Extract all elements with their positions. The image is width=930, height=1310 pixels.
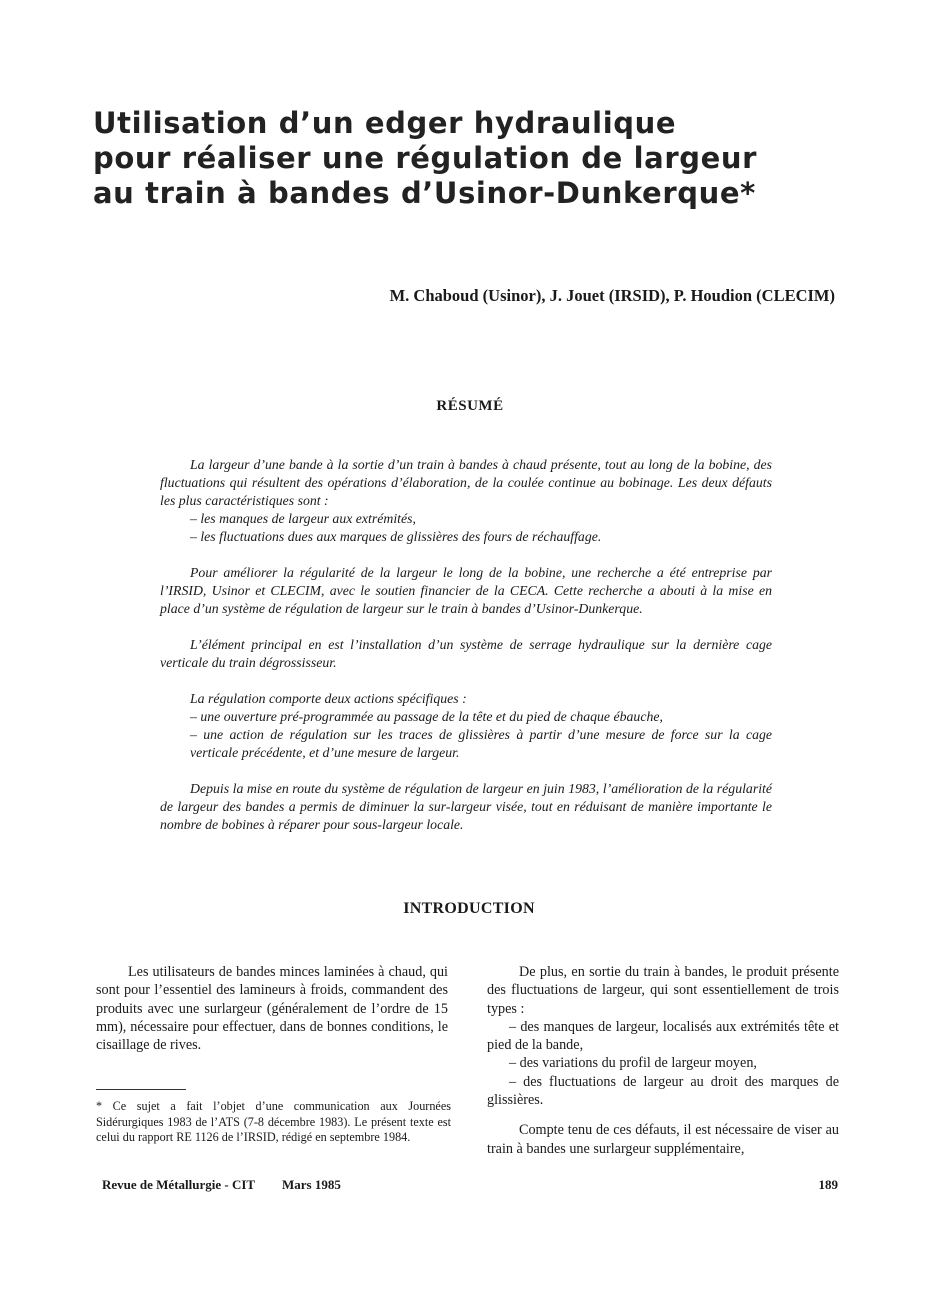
footer-date: Mars 1985 <box>282 1177 341 1192</box>
intro-right-item-1: – des manques de largeur, localisés aux extrémités tête et pied de la bande, <box>487 1018 839 1054</box>
intro-right-item-3: – des fluctuations de largeur au droit des marques de glissières. <box>487 1073 839 1109</box>
footnote-rule <box>96 1089 186 1090</box>
title-line-3: au train à bandes d’Usinor-Dunkerque* <box>93 176 756 210</box>
abstract-paragraph-1 <box>160 456 772 546</box>
abstract-p4-item-2: – une action de régulation sur les traces de glissières à partir d’une mesure de force sur la cage verticale précédente, et d’une mesure de largeur. <box>190 727 772 760</box>
abstract-p4-item-1: – une ouverture pré-programmée au passage de la tête et du pied de chaque ébauche, <box>190 709 663 724</box>
abstract-paragraph-5: Depuis la mise en route du système de régulation de largeur en juin 1983, l’amélioration de la régularité de largeur des bandes a permis de diminuer la sur-largeur visée, tout en réduisant de manière importante le nombre de bobines à réparer pour sous-largeur locale. <box>160 781 772 832</box>
intro-right-paragraph-2: Compte tenu de ces défauts, il est nécessaire de viser au train à bandes une surlargeur supplémentaire, <box>487 1122 839 1157</box>
intro-right-item-2: – des variations du profil de largeur moyen, <box>509 1055 757 1072</box>
title-line-1: Utilisation d’un edger hydraulique <box>93 106 677 140</box>
resume-heading: RÉSUMÉ <box>436 398 504 414</box>
abstract <box>160 456 772 852</box>
abstract-p1-text: La largeur d’une bande à la sortie d’un train à bandes à chaud présente, tout au long de la bobine, des fluctuations qui résultent des opérations d’élaboration, de la coulée continue au bobinage. Les deux défauts les plus caractéristiques sont : <box>160 457 772 508</box>
abstract-p1-item-1: – les manques de largeur aux extrémités, <box>190 511 416 526</box>
abstract-paragraph-3: L’élément principal en est l’installation d’un système de serrage hydraulique sur la dernière cage verticale du train dégrossisseur. <box>160 637 772 670</box>
footer-journal: Revue de Métallurgie - CIT <box>102 1177 256 1192</box>
left-column <box>96 963 448 1054</box>
authors: M. Chaboud (Usinor), J. Jouet (IRSID), P. Houdion (CLECIM) <box>389 286 835 305</box>
intro-left-paragraph: Les utilisateurs de bandes minces laminées à chaud, qui sont pour l’essentiel des lamineurs à froids, commandent des produits avec une surlargeur (généralement de l’ordre de 15 mm), nécessaire pour effectuer, dans de bonnes conditions, le cisaillage de rives. <box>96 964 448 1054</box>
introduction-heading: INTRODUCTION <box>403 900 535 917</box>
title-line-2: pour réaliser une régulation de largeur <box>93 141 757 175</box>
right-column <box>487 963 839 1158</box>
abstract-p1-item-2: – les fluctuations dues aux marques de glissières des fours de réchauffage. <box>190 529 602 544</box>
article-title <box>93 106 873 211</box>
abstract-paragraph-4 <box>160 690 772 762</box>
page-number: 189 <box>818 1177 838 1192</box>
abstract-paragraph-2: Pour améliorer la régularité de la largeur le long de la bobine, une recherche a été entreprise par l’IRSID, Usinor et CLECIM, avec le soutien financier de la CECA. Cette recherche a abouti à la mise en place d’un système de régulation de largeur sur le train à bandes d’Usinor-Dunkerque. <box>160 565 772 616</box>
abstract-p4-text: La régulation comporte deux actions spécifiques : <box>190 691 467 706</box>
footnote: * Ce sujet a fait l’objet d’une communication aux Journées Sidérurgiques 1983 de l’ATS (7-8 décembre 1983). Le présent texte est celui du rapport RE 1126 de l’IRSID, rédigé en septembre 1984. <box>96 1099 451 1144</box>
intro-right-paragraph-1: De plus, en sortie du train à bandes, le produit présente des fluctuations de largeur, qui sont essentiellement de trois types : <box>487 964 839 1017</box>
